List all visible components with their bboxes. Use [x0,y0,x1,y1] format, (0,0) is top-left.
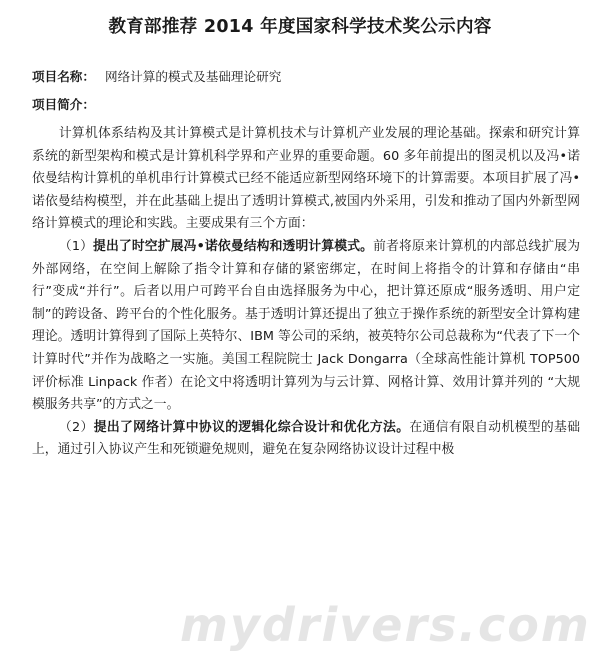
project-name-value: 网络计算的模式及基础理论研究 [104,69,282,84]
project-name-label: 项目名称： [32,69,95,84]
item-1-heading: 提出了时空扩展冯•诺依曼结构和透明计算模式。 [93,238,374,254]
document-title: 教育部推荐 2014 年度国家科学技术奖公示内容 [108,17,492,37]
achievement-item-2 [32,417,580,462]
project-intro-row [32,94,95,113]
item-1-number: （1） [58,238,94,254]
achievement-item-1 [32,236,580,417]
item-2-heading: 提出了网络计算中协议的逻辑化综合设计和优化方法。 [93,419,410,435]
item-2-text: 在通信有限自动机模型的基础上，通过引入协议产生和死锁避免规则，避免在复杂网络协议设计过程中极 [32,419,581,458]
project-intro-body [32,123,580,462]
intro-paragraph: 计算机体系结构及其计算模式是计算机技术与计算机产业发展的理论基础。探索和研究计算系统的新型架构和模式是计算机科学界和产业界的重要命题。60 多年前提出的图灵机以及冯•诺依曼结构计算机的单机串行计算模式已经不能适应新型网络环境下的计算需要。本项目扩展了冯•诺依曼结构模型，并在此基础上提出了透明计算模式,被国内外采用，引发和推动了国内外新型网络计算模式的理论和实践。主要成果有三个方面： [32,126,580,232]
project-name-row [32,66,281,85]
watermark: mydrivers.com [180,598,591,652]
project-intro-label: 项目简介： [32,97,95,112]
item-2-number: （2） [58,419,94,435]
item-1-text: 前者将原来计算机的内部总线扩展为外部网络，在空间上解除了指令计算和存储的紧密绑定，在时间上将指令的计算和存储由“串行”变成“并行”。后者以用户可跨平台自由选择服务为中心，把计算还原成“服务透明、用户定制”的跨设备、跨平台的个性化服务。基于透明计算还提出了独立于操作系统的新型安全计算构建理论。透明计算得到了国际上英特尔、IBM 等公司的采纳，被英特尔公司总裁称为“代表了下一个计算时代”并作为战略之一实施。美国工程院院士 Jack Dongarra（全球高性能计算机 TOP500 评价标准 Linpack 作者）在论文中将透明计算列为与云计算、网格计算、效用计算并列的 “大规模服务共享”的方式之一。 [32,238,580,413]
